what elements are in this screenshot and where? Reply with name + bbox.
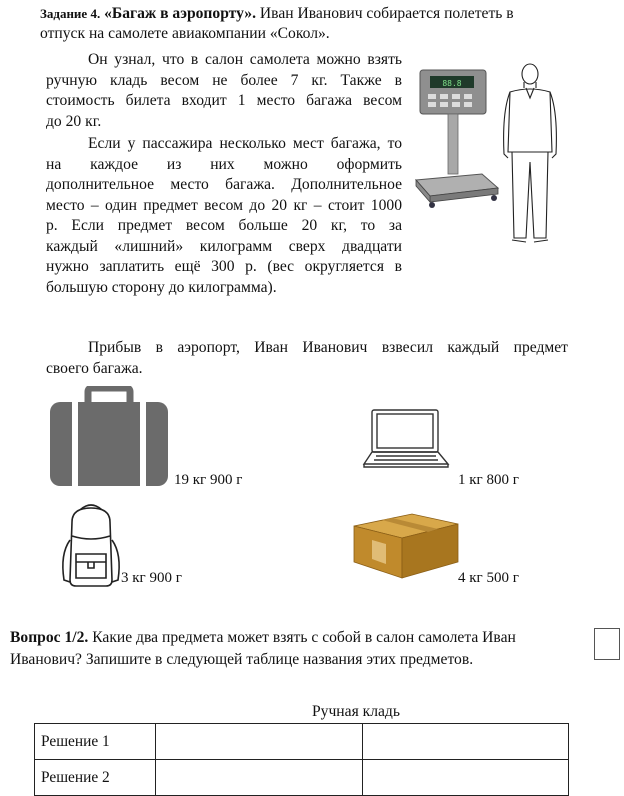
row-label: Решение 1 [35,724,156,760]
table-row [35,760,569,796]
answer-table [34,723,569,796]
p2-line: нужно заплатить ещё 300 р. (вес округляется в [46,258,402,275]
answer-cell-2a[interactable] [156,760,363,796]
task-number: Задание 4. [40,6,101,21]
task-intro-line2: отпуск на самолете авиакомпании «Сокол». [40,25,330,42]
question-label: Вопрос 1/2. [10,629,89,646]
p2-line: каждый «лишний» килограмм сверх двадцати [46,237,402,255]
paragraph-2 [46,134,402,298]
p2-line: на каждое из них можно оформить [46,155,402,173]
box-icon [352,504,460,580]
question-text-line1: Какие два предмета может взять с собой в салон самолета Иван [92,629,516,646]
answer-cell-1b[interactable] [363,724,569,760]
question-text-line2: Иванович? Запишите в следующей таблице названия этих предметов. [10,651,474,668]
scale-pole [448,114,458,174]
table-header: Ручная кладь [312,703,400,720]
p1-line: стоимость билета входит 1 место багажа весом [46,92,402,109]
man-legs [512,152,548,238]
suitcase-icon [48,386,170,488]
scale-illustration [412,62,500,210]
box-weight: 4 кг 500 г [458,570,519,586]
row-label: Решение 2 [35,760,156,796]
man-illustration [490,62,570,252]
paragraph-1 [46,50,402,132]
scale-display-text: 88.8 [442,79,462,88]
p1-line: ручную кладь весом не более 7 кг. Также в [46,71,402,89]
p2-line: большую сторону до килограмма). [46,278,277,296]
p2-line: место – один предмет весом до 20 кг – стоит 1000 [46,196,402,214]
backpack-weight: 3 кг 900 г [121,570,182,586]
p1-line: до 20 кг. [46,112,102,130]
task-header [40,4,580,25]
p2-line: дополнительное место багажа. Дополнительное [46,176,402,193]
backpack-icon [58,500,124,588]
p3-line: своего багажа. [46,359,143,377]
answer-cell-2b[interactable] [363,760,569,796]
laptop-icon [362,408,450,472]
p2-line: Если у пассажира несколько мест багажа, то [88,135,402,152]
table-row [35,724,569,760]
laptop-weight: 1 кг 800 г [458,472,519,488]
p2-line: р. Если предмет весом больше 20 кг, то за [46,217,402,234]
suitcase-weight: 19 кг 900 г [174,472,243,488]
task-intro-line1: Иван Иванович собирается полететь в [259,5,514,22]
p3-line: Прибыв в аэропорт, Иван Иванович взвесил каждый предмет [88,339,568,356]
question [10,628,570,649]
answer-cell-1a[interactable] [156,724,363,760]
paragraph-3 [46,338,568,379]
man-head [522,64,538,84]
task-title: «Багаж в аэропорту». [104,5,257,22]
p1-line: Он узнал, что в салон самолета можно взять [88,51,402,68]
answer-checkbox[interactable] [594,628,620,660]
